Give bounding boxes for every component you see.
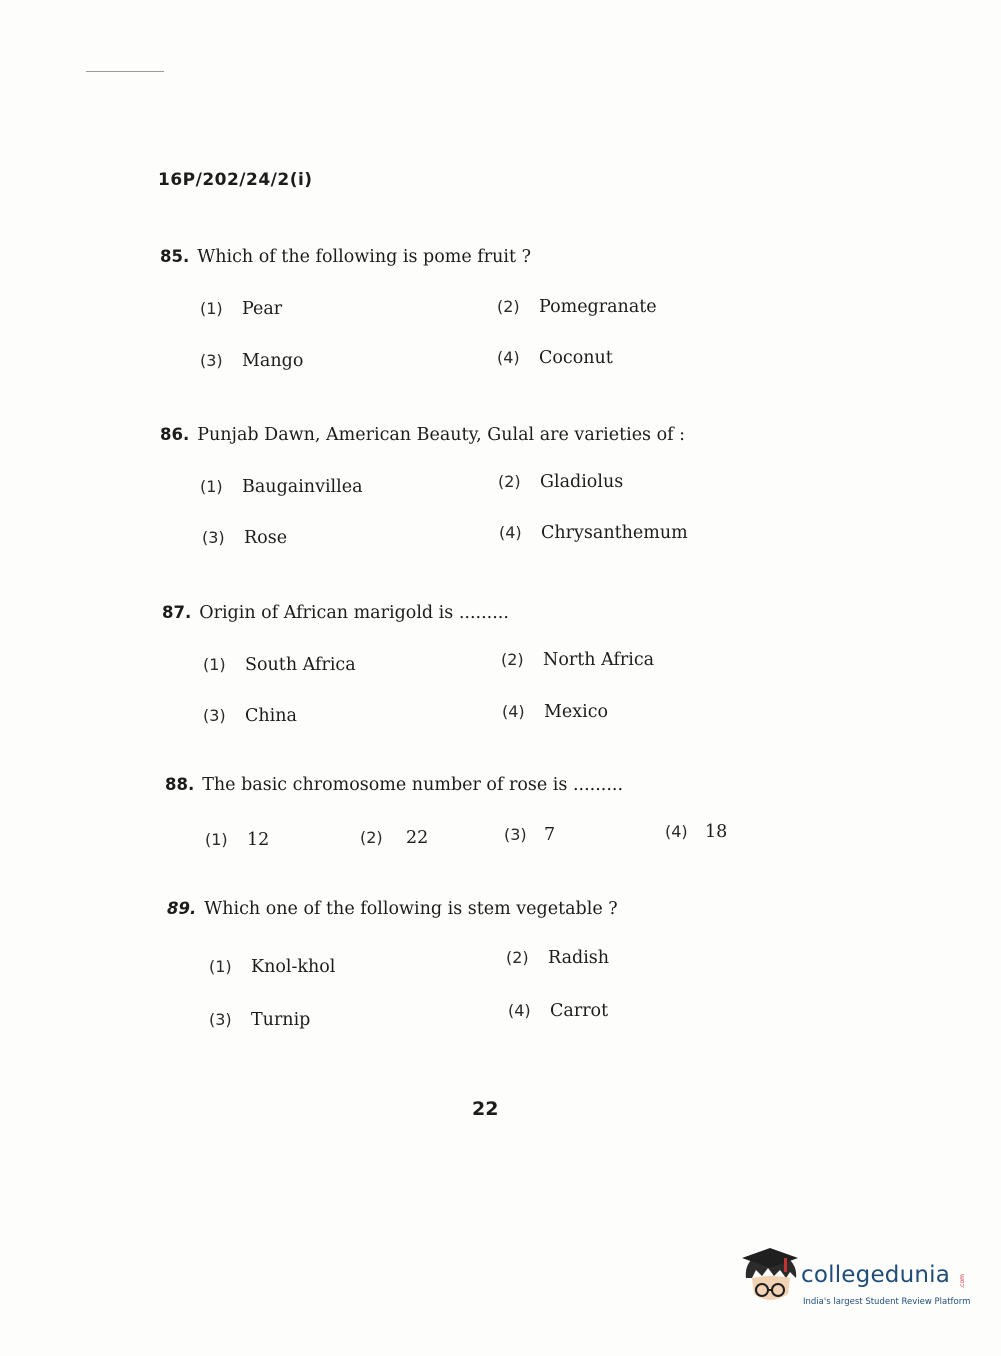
- option-text: Chrysanthemum: [541, 523, 688, 543]
- option-text: Baugainvillea: [242, 477, 363, 497]
- brand-name: collegedunia: [801, 1262, 951, 1288]
- option-label: (2): [506, 948, 529, 967]
- option-text: South Africa: [245, 655, 356, 675]
- option-text: Mango: [242, 351, 304, 371]
- option-label: (2): [497, 297, 520, 316]
- option-text: 18: [705, 822, 728, 842]
- option-label: (2): [501, 650, 524, 669]
- option-text: Rose: [244, 528, 288, 548]
- option-text: China: [245, 706, 297, 726]
- option-89-4: [508, 1001, 608, 1021]
- option-label: (1): [203, 655, 226, 674]
- question-89: [167, 899, 618, 919]
- collegedunia-watermark: [740, 1246, 972, 1316]
- option-88-1: [205, 830, 269, 850]
- option-text: Radish: [548, 948, 610, 968]
- question-number: 86.: [160, 425, 190, 444]
- question-87: [162, 603, 509, 623]
- option-label: (4): [508, 1001, 531, 1020]
- option-label: (1): [205, 830, 228, 849]
- option-86-1: [200, 477, 363, 497]
- option-label: (4): [502, 702, 525, 721]
- option-88-3: [504, 825, 555, 845]
- option-text: Mexico: [544, 702, 609, 722]
- option-text: Gladiolus: [540, 472, 624, 492]
- option-88-4: [665, 822, 727, 842]
- option-label: (3): [200, 351, 223, 370]
- question-number: 87.: [162, 603, 192, 622]
- option-label: (1): [209, 957, 232, 976]
- question-85: [160, 247, 531, 267]
- question-text: Which of the following is pome fruit ?: [197, 247, 531, 267]
- option-89-1: [209, 957, 335, 977]
- option-87-2: [501, 650, 654, 670]
- option-label: (4): [499, 523, 522, 542]
- option-label: (4): [497, 348, 520, 367]
- page-number: 22: [472, 1098, 499, 1120]
- mascot-icon: [740, 1248, 800, 1308]
- brand-suffix: .com: [959, 1274, 966, 1289]
- brand-tagline: India's largest Student Review Platform: [803, 1297, 971, 1307]
- option-label: (2): [360, 828, 383, 847]
- question-text: Punjab Dawn, American Beauty, Gulal are varieties of :: [197, 425, 686, 445]
- question-number: 85.: [160, 247, 190, 266]
- option-label: (3): [203, 706, 226, 725]
- question-text: Origin of African marigold is .........: [199, 603, 509, 623]
- question-number: 88.: [165, 775, 195, 794]
- question-88: [165, 775, 623, 795]
- option-86-2: [498, 472, 623, 492]
- option-86-4: [499, 523, 688, 543]
- option-85-2: [497, 297, 657, 317]
- option-label: (3): [202, 528, 225, 547]
- option-text: 22: [406, 828, 429, 848]
- question-text: The basic chromosome number of rose is .........: [202, 775, 624, 795]
- question-86: [160, 425, 685, 445]
- option-text: North Africa: [543, 650, 655, 670]
- option-85-3: [200, 351, 303, 371]
- option-text: Turnip: [251, 1010, 311, 1030]
- option-86-3: [202, 528, 287, 548]
- top-rule: [86, 71, 164, 72]
- option-label: (1): [200, 477, 223, 496]
- option-label: (3): [209, 1010, 232, 1029]
- option-87-3: [203, 706, 297, 726]
- option-text: 7: [544, 825, 556, 845]
- option-85-1: [200, 299, 282, 319]
- option-label: (1): [200, 299, 223, 318]
- option-label: (4): [665, 822, 688, 841]
- option-label: (3): [504, 825, 527, 844]
- option-85-4: [497, 348, 613, 368]
- option-text: Carrot: [550, 1001, 609, 1021]
- option-87-1: [203, 655, 356, 675]
- option-text: Pear: [242, 299, 283, 319]
- option-label: (2): [498, 472, 521, 491]
- question-text: Which one of the following is stem vegetable ?: [204, 899, 618, 919]
- option-text: Coconut: [539, 348, 613, 368]
- question-number: 89.: [167, 899, 197, 918]
- option-text: Knol-khol: [251, 957, 336, 977]
- option-89-3: [209, 1010, 310, 1030]
- option-89-2: [506, 948, 609, 968]
- option-88-2: [360, 828, 428, 848]
- option-87-4: [502, 702, 608, 722]
- option-text: 12: [247, 830, 270, 850]
- paper-code: 16P/202/24/2(i): [158, 170, 313, 190]
- option-text: Pomegranate: [539, 297, 657, 317]
